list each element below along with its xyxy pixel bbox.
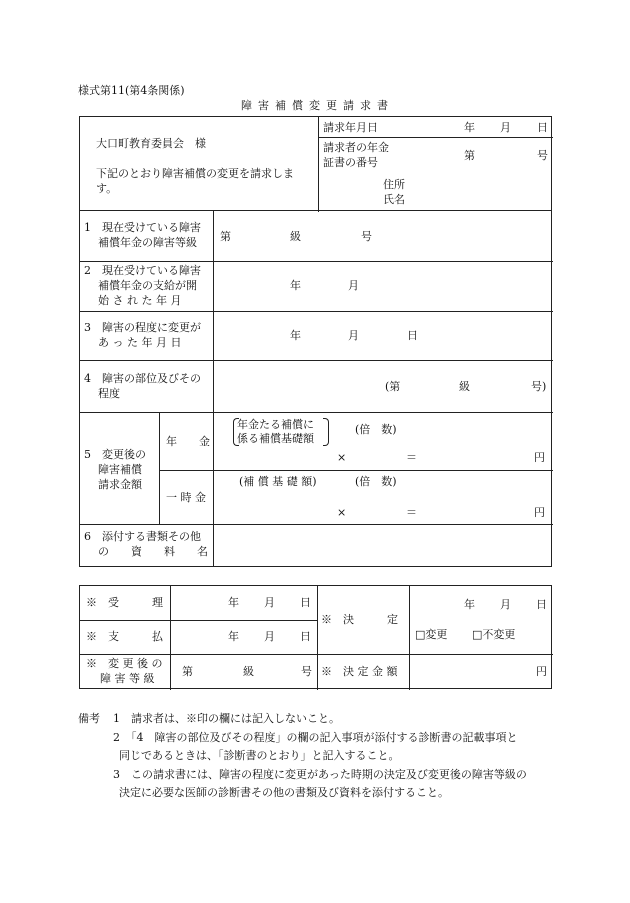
grade-after-go: 号 — [301, 665, 312, 678]
no-change-checkbox[interactable]: □不変更 — [472, 628, 516, 641]
lump-times: × — [337, 506, 347, 519]
decision-month: 月 — [500, 598, 511, 611]
row4-label-1: 4 障害の部位及びその — [84, 372, 201, 385]
applicant-box — [79, 116, 552, 211]
pension-go: 号 — [537, 149, 548, 162]
row1-dai: 第 — [220, 230, 231, 243]
change-checkbox[interactable]: □変更 — [415, 628, 448, 641]
pension-yen: 円 — [534, 451, 545, 464]
row5-lump-label: 一 時 金 — [166, 491, 206, 504]
payment-year: 年 — [228, 630, 239, 643]
row4-kyu: 級 — [459, 380, 470, 393]
pension-base-label-2: 係る補償基礎額 — [237, 432, 314, 445]
address-label: 住所 — [383, 178, 405, 191]
request-date-label: 請求年月日 — [323, 121, 378, 134]
pension-number-label-2: 証書の番号 — [323, 156, 378, 169]
row1-go: 号 — [361, 230, 372, 243]
decision-amount-yen: 円 — [536, 665, 547, 678]
pension-number-label-1: 請求者の年金 — [323, 141, 389, 154]
payment-label: ※ 支 払 — [86, 630, 163, 643]
name-label: 氏名 — [383, 193, 405, 206]
decision-label: ※ 決 定 — [321, 613, 398, 626]
note-3-line-1: 3 この請求書には、障害の程度に変更があった時期の決定及び変更後の障害等級の — [113, 768, 527, 781]
row2-month: 月 — [348, 279, 359, 292]
row3-label-2: あ っ た 年 月 日 — [98, 336, 182, 349]
main-table — [79, 211, 552, 567]
row5-label-1: 5 変更後の — [84, 448, 146, 461]
lump-multiplier-label: (倍 数) — [355, 475, 397, 488]
row3-day: 日 — [407, 329, 418, 342]
pension-times: × — [337, 451, 347, 464]
row2-year: 年 — [290, 279, 301, 292]
date-month: 月 — [500, 121, 511, 134]
note-3-line-2: 決定に必要な医師の診断書その他の書類及び資料を添付すること。 — [119, 786, 449, 799]
row1-label-2: 補償年金の障害等級 — [98, 236, 197, 249]
decision-year: 年 — [464, 598, 475, 611]
row3-month: 月 — [348, 329, 359, 342]
pension-equals: ＝ — [406, 451, 417, 464]
decision-amount-label: ※ 決 定 金 額 — [321, 665, 398, 678]
row2-label-3: 始 さ れ た 年 月 — [98, 294, 182, 307]
lump-base-label: (補 償 基 礎 額) — [239, 475, 317, 488]
pension-multiplier-label: (倍 数) — [355, 423, 397, 436]
receipt-year: 年 — [228, 596, 239, 609]
note-2-line-2: 同じであるときは、「診断書のとおり」と記入すること。 — [119, 749, 400, 762]
lump-equals: ＝ — [406, 506, 417, 519]
date-day: 日 — [537, 121, 548, 134]
office-use-table — [79, 585, 552, 689]
grade-after-dai: 第 — [182, 665, 193, 678]
pension-dai: 第 — [464, 149, 475, 162]
row2-label-2: 補償年金の支給が開 — [98, 279, 197, 292]
grade-after-label-1: ※ 変 更 後 の — [86, 657, 163, 670]
request-text: 下記のとおり障害補償の変更を請求しま す。 — [96, 167, 294, 195]
pension-base-label-1: 年金たる補償に — [237, 418, 314, 431]
row5-pension-label: 年 金 — [166, 435, 210, 448]
row5-label-2: 障害補償 — [98, 463, 142, 476]
pension-base-amount-bracket — [237, 417, 325, 447]
decision-day: 日 — [536, 598, 547, 611]
row5-label-3: 請求金額 — [98, 478, 142, 491]
receipt-day: 日 — [300, 596, 311, 609]
note-2-line-1: 2 「4 障害の部位及びその程度」の欄の記入事項が添付する診断書の記載事項と — [113, 731, 518, 744]
date-year: 年 — [464, 121, 475, 134]
row4-go: 号) — [531, 380, 547, 393]
lump-yen: 円 — [534, 506, 545, 519]
payment-day: 日 — [300, 630, 311, 643]
receipt-label: ※ 受 理 — [86, 596, 163, 609]
form-id: 様式第11(第4条関係) — [78, 84, 185, 97]
grade-after-kyu: 級 — [243, 665, 254, 678]
row3-year: 年 — [290, 329, 301, 342]
form-title: 障害補償変更請求書 — [241, 99, 394, 112]
row1-label-1: 1 現在受けている障害 — [84, 221, 201, 234]
row6-label-1: 6 添付する書類その他 — [84, 530, 201, 543]
row6-label-2: の 資 料 名 — [98, 545, 208, 558]
row4-label-2: 程度 — [98, 387, 120, 400]
note-1: 1 請求者は、※印の欄には記入しないこと。 — [113, 712, 340, 725]
row2-label-1: 2 現在受けている障害 — [84, 264, 201, 277]
addressee: 大口町教育委員会 様 — [96, 137, 206, 150]
row4-dai: (第 — [385, 380, 401, 393]
row3-label-1: 3 障害の程度に変更が — [84, 321, 201, 334]
notes-label: 備考 — [78, 712, 100, 725]
receipt-month: 月 — [264, 596, 275, 609]
payment-month: 月 — [264, 630, 275, 643]
grade-after-label-2: 障 害 等 級 — [100, 672, 155, 685]
row1-kyu: 級 — [290, 230, 301, 243]
